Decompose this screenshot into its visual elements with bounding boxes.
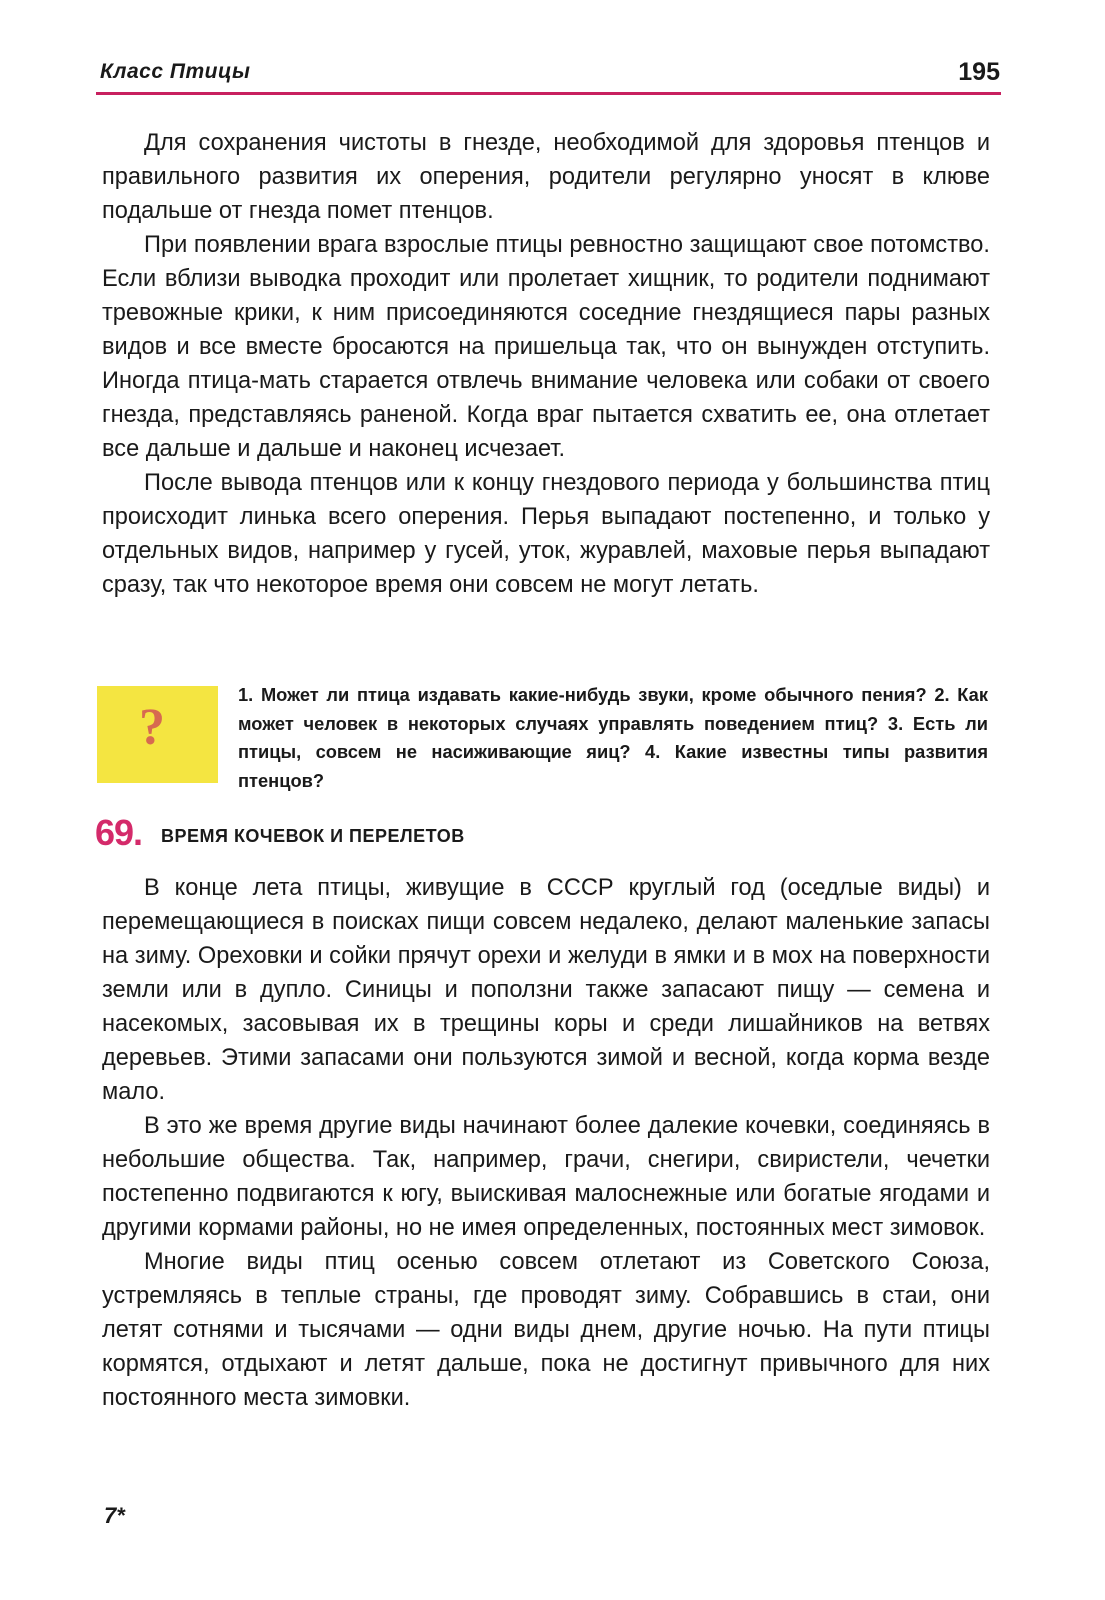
text-block-bottom xyxy=(102,871,990,1415)
signature-mark: 7* xyxy=(104,1503,125,1528)
page-header xyxy=(100,58,1000,90)
paragraph: При появлении врага взрослые птицы ревностно защищают свое потомство. Если вблизи выводка проходит или пролетает хищник, то родители поднимают тревожные крики, к ним присоединяются соседние гнездящиеся пары разных видов и все вместе бросаются на пришельца так, что он вынужден отступить. Иногда птица-мать старается отвлечь внимание человека или собаки от своего гнезда, представляясь раненой. Когда враг пытается схватить ее, она отлетает все дальше и дальше и наконец исчезает. xyxy=(102,232,990,462)
page-number: 195 xyxy=(958,58,1000,86)
paragraph: Многие виды птиц осенью совсем отлетают из Советского Союза, устремляясь в теплые страны, где проводят зиму. Собравшись в стаи, они летят сотнями и тысячами — одни виды днем, другие ночью. На пути птицы кормятся, отдыхают и летят дальше, пока не достигнут привычного для них постоянного места зимовки. xyxy=(102,1249,990,1411)
text-block-top xyxy=(102,126,990,602)
question-box xyxy=(97,686,218,783)
question-mark-icon: ? xyxy=(139,699,165,756)
review-questions: 1. Может ли птица издавать какие-нибудь звуки, кроме обычного пения? 2. Как может человек в некоторых случаях управлять поведением птиц? 3. Есть ли птицы, совсем не насиживающие яиц? 4. Какие известны типы развития птенцов? xyxy=(238,684,988,791)
section-number: 69. xyxy=(95,812,143,853)
running-title: Класс Птицы xyxy=(100,60,251,83)
paragraph: В конце лета птицы, живущие в СССР круглый год (оседлые виды) и перемещающиеся в поисках пищи совсем недалеко, делают маленькие запасы на зиму. Ореховки и сойки прячут орехи и желуди в ямки и в мох на поверхности земли или в дупло. Синицы и поползни также запасают пищу — семена и насекомых, засовывая их в трещины коры и среди лишайников на ветвях деревьев. Этими запасами они пользуются зимой и весной, когда корма везде мало. xyxy=(102,875,990,1105)
paragraph: В это же время другие виды начинают более далекие кочевки, соединяясь в небольшие общества. Так, например, грачи, снегири, свиристели, чечетки постепенно подвигаются к югу, выискивая малоснежные или богатые ягодами и другими кормами районы, но не имея определенных, постоянных мест зимовок. xyxy=(102,1113,990,1241)
paragraph: После вывода птенцов или к концу гнездового периода у большинства птиц происходит линька всего оперения. Перья выпадают постепенно, и только у отдельных видов, например у гусей, уток, журавлей, маховые перья выпадают сразу, так что некоторое время они совсем не могут летать. xyxy=(102,470,990,598)
section-title: ВРЕМЯ КОЧЕВОК И ПЕРЕЛЕТОВ xyxy=(161,826,465,846)
paragraph: Для сохранения чистоты в гнезде, необходимой для здоровья птенцов и правильного развития их оперения, родители регулярно уносят в клюве подальше от гнезда помет птенцов. xyxy=(102,130,990,224)
header-rule xyxy=(96,92,1001,95)
